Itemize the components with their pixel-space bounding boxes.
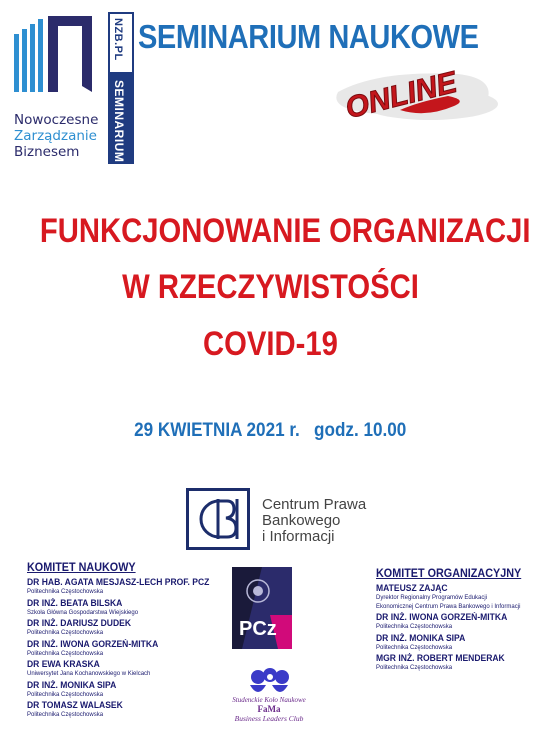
- pcz-logo-text: PCz: [239, 618, 277, 640]
- member-name: DR EWA KRASKA: [27, 659, 100, 670]
- main-title-line-1: [0, 212, 541, 251]
- member-affiliation: Politechnika Częstochowska: [376, 624, 453, 630]
- member-name: DR HAB. AGATA MESJASZ-LECH PROF. PCZ: [27, 577, 210, 588]
- fama-club-line: Business Leaders Club: [234, 714, 304, 723]
- main-title-line-3: [0, 325, 541, 364]
- member-affiliation: Ekonomicznej Centrum Prawa Bankowego i Informacji: [376, 603, 521, 610]
- main-title-text: W RZECZYWISTOŚCI: [122, 268, 419, 306]
- scientific-committee: [27, 560, 227, 721]
- main-title-text: FUNKCJONOWANIE ORGANIZACJI: [39, 212, 531, 250]
- member-affiliation: Uniwersytet Jana Kochanowskiego w Kielcach: [27, 671, 151, 677]
- member-name: DR TOMASZ WALASEK: [27, 700, 123, 711]
- organizing-committee: [376, 566, 541, 674]
- member-affiliation: Szkoła Główna Gospodarstwa Wiejskiego: [27, 609, 139, 616]
- cpbi-name-line: i Informacji: [262, 528, 335, 545]
- cpbi-name: [262, 497, 366, 545]
- main-title-line-2: [0, 268, 541, 307]
- nzb-logo-line: Nowoczesne: [14, 112, 99, 128]
- event-date: [0, 420, 541, 442]
- cpbi-logo: [186, 488, 386, 552]
- seminar-title: SEMINARIUM NAUKOWE: [138, 18, 479, 55]
- scientific-committee-heading: KOMITET NAUKOWY: [27, 560, 136, 574]
- member-affiliation: Politechnika Częstochowska: [27, 589, 104, 595]
- event-date-text: 29 KWIETNIA 2021 r. godz. 10.00: [134, 420, 407, 441]
- banner-site-label: NZB.PL: [112, 18, 124, 61]
- member-affiliation: Politechnika Częstochowska: [27, 712, 104, 718]
- member-affiliation: Politechnika Częstochowska: [27, 650, 104, 657]
- member-name: DR INŻ. MONIKA SIPA: [27, 679, 117, 691]
- cpbi-name-line: Bankowego: [262, 512, 341, 529]
- member-name: DR INŻ. MONIKA SIPA: [376, 632, 466, 644]
- nzb-logo-mark-icon: [12, 14, 94, 94]
- fama-club-name: FaMa: [257, 704, 281, 714]
- online-badge-text: ONLINE: [342, 65, 461, 126]
- member-affiliation: Politechnika Częstochowska: [27, 630, 104, 636]
- member-affiliation: Politechnika Częstochowska: [27, 691, 104, 698]
- member-name: DR INŻ. IWONA GORZEŃ-MITKA: [27, 638, 159, 650]
- main-title-text: COVID-19: [203, 325, 338, 363]
- nzb-logo: [12, 14, 107, 170]
- nzb-logo-line: Zarządzanie: [14, 128, 97, 144]
- banner-seminar-label: SEMINARIUM: [112, 80, 126, 163]
- member-affiliation: Dyrektor Regionalny Programów Edukacji: [376, 595, 488, 601]
- nzb-logo-text: [14, 112, 98, 160]
- member-name: DR INŻ. DARIUSZ DUDEK: [27, 618, 132, 629]
- member-name: DR INŻ. BEATA BILSKA: [27, 597, 123, 609]
- fama-club-line: Studenckie Koło Naukowe: [232, 696, 306, 704]
- member-name: MATEUSZ ZAJĄC: [376, 583, 448, 594]
- cpbi-mark: [186, 488, 250, 550]
- member-name: MGR INŻ. ROBERT MENDERAK: [376, 653, 505, 664]
- online-badge-icon: [318, 52, 508, 132]
- cpbi-name-line: Centrum Prawa: [262, 496, 367, 513]
- member-affiliation: Politechnika Częstochowska: [376, 644, 453, 651]
- cpbi-monogram-icon: [189, 491, 247, 547]
- member-name: DR INŻ. IWONA GORZEŃ-MITKA: [376, 612, 508, 623]
- organizing-committee-heading: KOMITET ORGANIZACYJNY: [376, 566, 522, 580]
- nzb-logo-line: Biznesem: [14, 144, 80, 160]
- member-affiliation: Politechnika Częstochowska: [376, 665, 453, 671]
